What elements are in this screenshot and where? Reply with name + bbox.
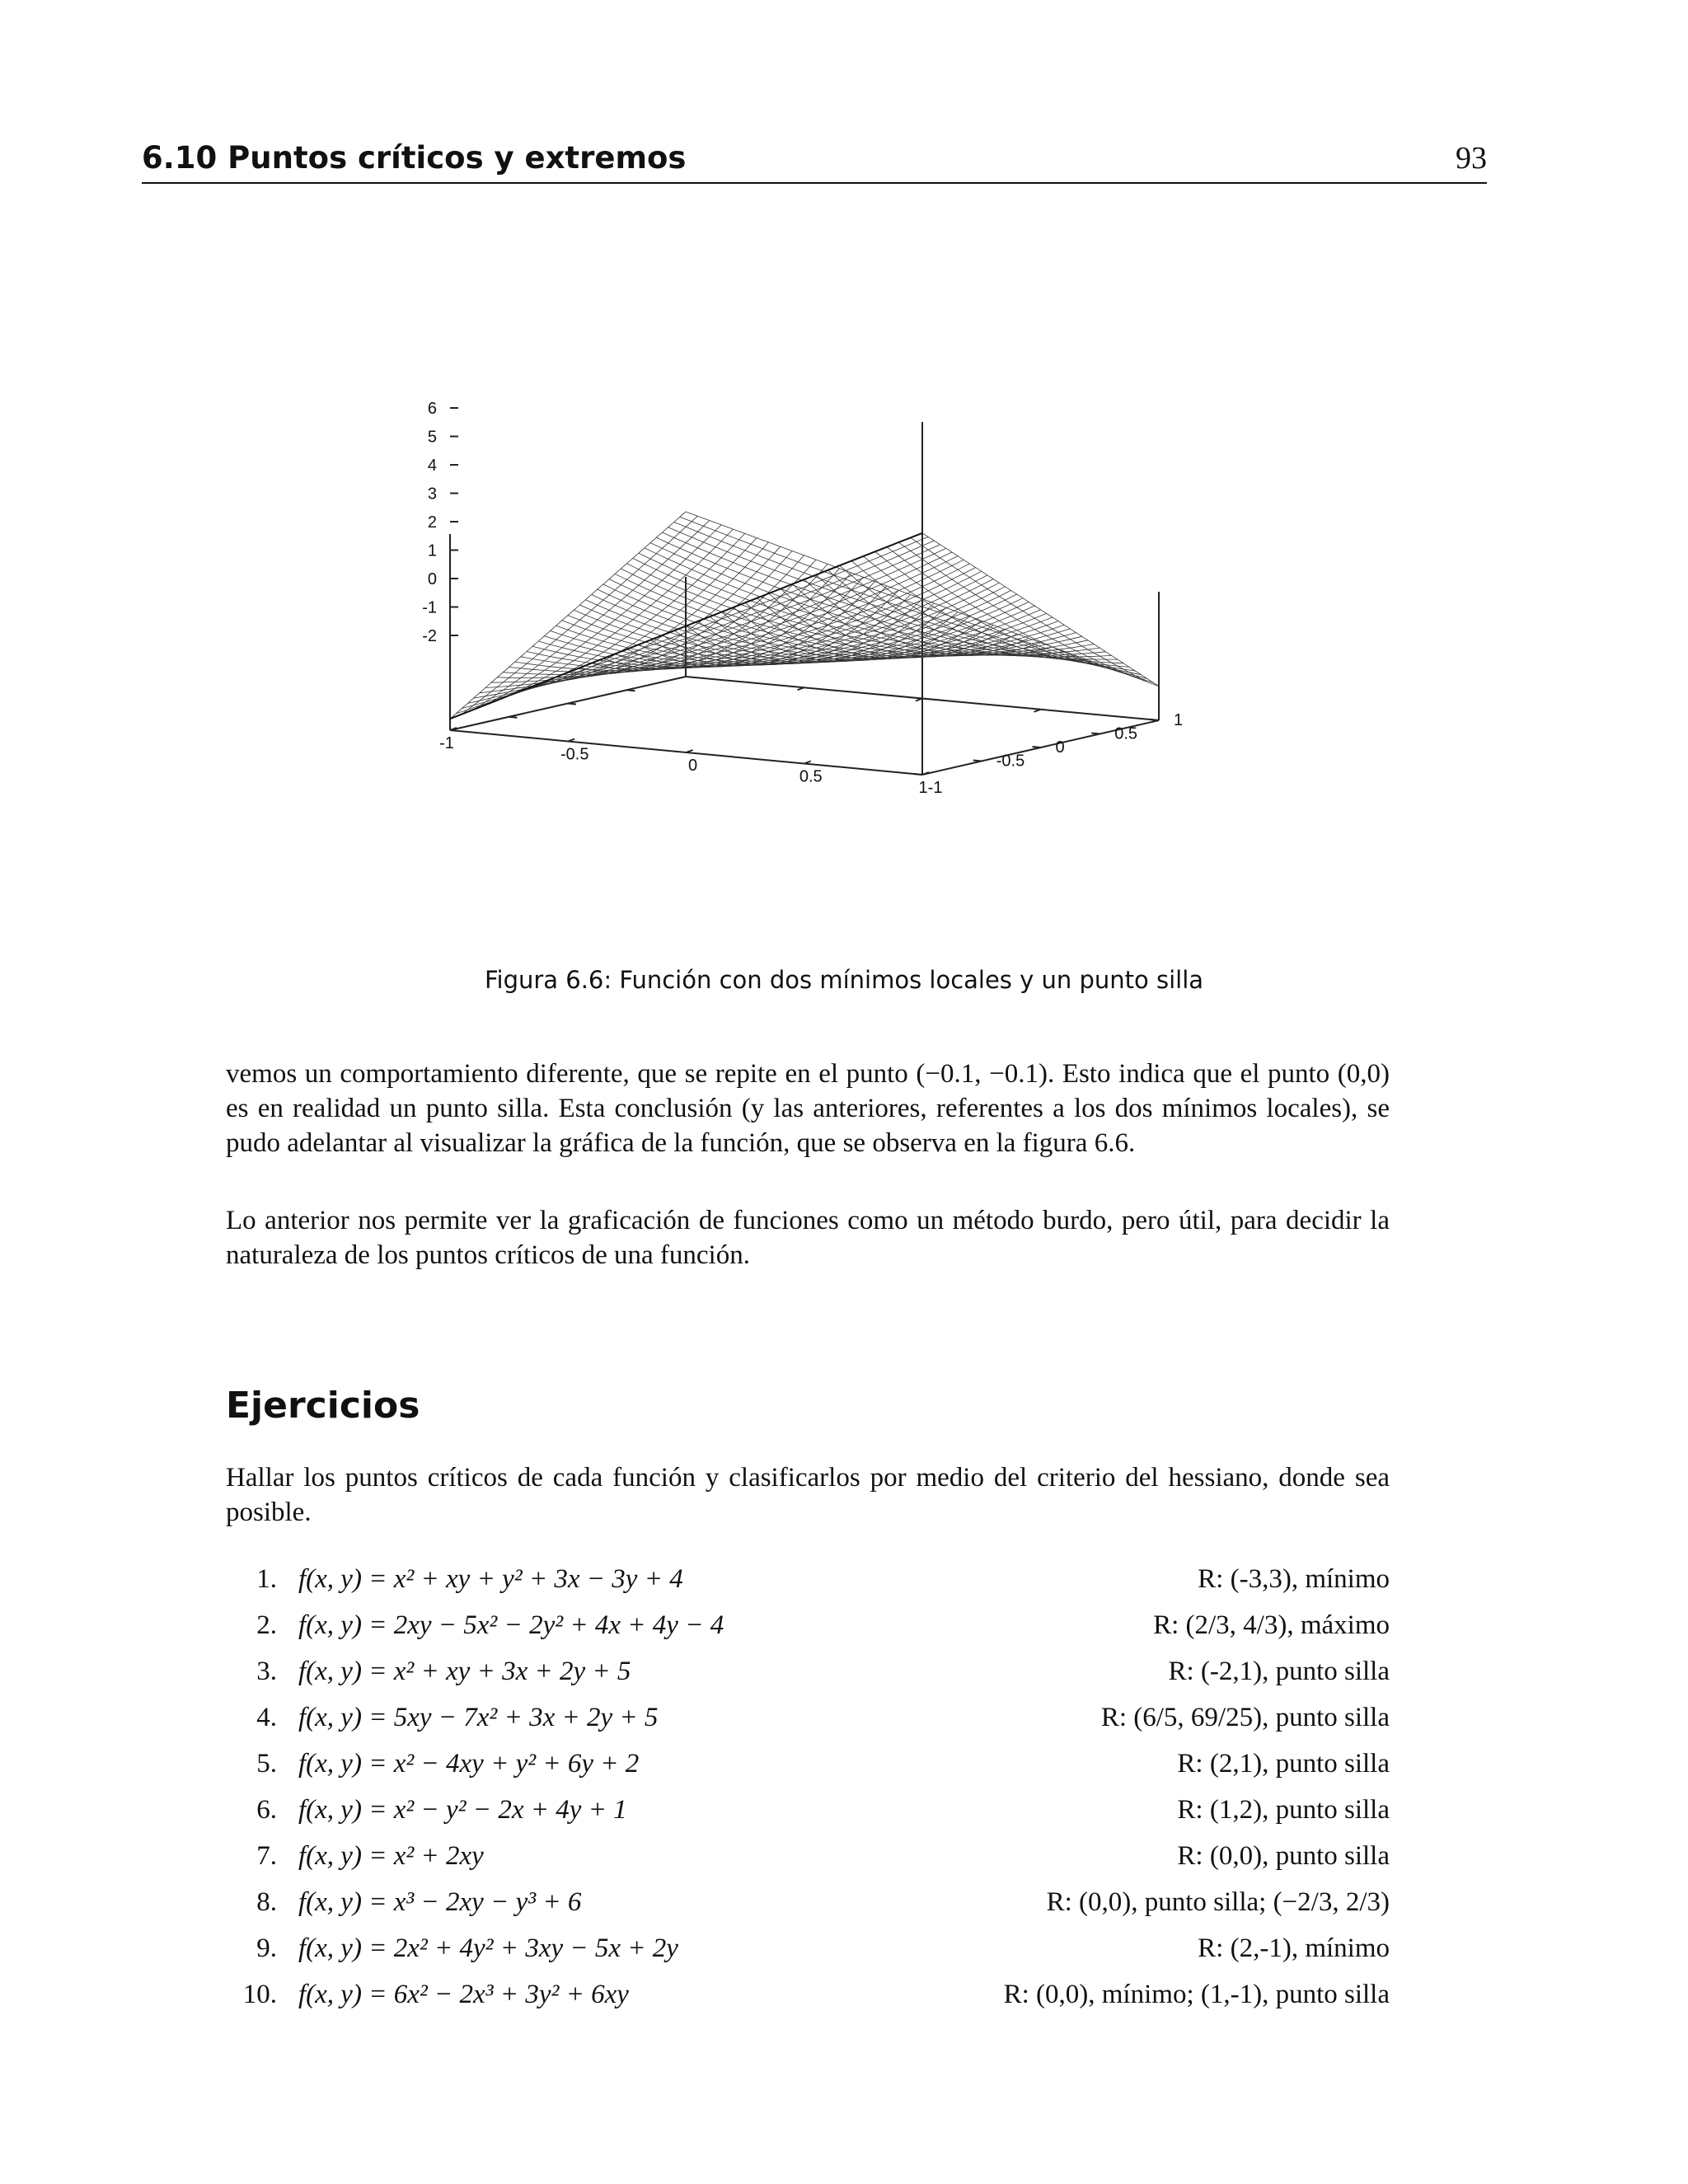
- exercise-item: [226, 1933, 1390, 1980]
- exercise-answer: R: (-2,1), punto silla: [1168, 1657, 1390, 1686]
- page-number: 93: [1456, 141, 1487, 176]
- paragraph-1: vemos un comportamiento diferente, que se repite en el punto (−0.1, −0.1). Esto indica que el punto (0,0) es en realidad un punto silla. Esta conclusión (y las anteriores, referentes a los dos mínimos locales), se pudo adelantar al visualizar la gráfica de la función, que se observa en la figura 6.6.: [226, 1059, 1390, 1158]
- exercise-function: f(x, y) = x² − 4xy + y² + 6y + 2: [298, 1749, 640, 1779]
- exercise-answer: R: (-3,3), mínimo: [1198, 1564, 1390, 1594]
- mesh-line-y: [485, 556, 958, 688]
- mesh-line-x: [851, 561, 1088, 660]
- exercise-function: f(x, y) = 5xy − 7x² + 3x + 2y + 5: [298, 1703, 659, 1732]
- exercise-function: f(x, y) = 2xy − 5x² − 2y² + 4x + 4y − 4: [298, 1610, 724, 1640]
- mesh-line-y: [497, 564, 969, 678]
- exercise-item: [226, 1564, 1390, 1610]
- exercise-function: f(x, y) = 2x² + 4y² + 3xy − 5x + 2y: [298, 1933, 678, 1963]
- x-tick-label: 0: [687, 757, 698, 775]
- x-tick: [687, 750, 693, 752]
- z-tick-label: -1: [422, 598, 437, 617]
- exercise-number: 9.: [256, 1933, 277, 1963]
- x-tick-back: [1034, 710, 1041, 712]
- mesh-line-x: [580, 560, 816, 672]
- surface-plot: [387, 313, 1212, 824]
- z-tick-label: -2: [422, 627, 437, 645]
- exercise-number: 5.: [256, 1749, 277, 1779]
- exercise-function: f(x, y) = x² + xy + 3x + 2y + 5: [298, 1657, 631, 1686]
- section-title: 6.10 Puntos críticos y extremos: [142, 140, 687, 176]
- exercise-function: f(x, y) = x² − y² − 2x + 4y + 1: [298, 1795, 627, 1825]
- exercise-list: [226, 1564, 1390, 2026]
- exercise-item: [226, 1980, 1390, 2026]
- mesh-line-y: [503, 568, 975, 675]
- mesh-line-x: [616, 573, 851, 668]
- exercise-answer: R: (2,1), punto silla: [1177, 1749, 1390, 1779]
- mesh-front-edge: [450, 533, 922, 719]
- exercise-answer: R: (0,0), punto silla: [1177, 1841, 1390, 1871]
- y-tick: [1151, 719, 1159, 720]
- exercise-function: f(x, y) = x² + xy + y² + 3x − 3y + 4: [298, 1564, 683, 1594]
- x-tick: [450, 728, 457, 730]
- running-head: [142, 138, 1487, 188]
- y-tick-back: [627, 690, 635, 691]
- exercise-item: [226, 1795, 1390, 1841]
- plot-box: [450, 422, 1159, 775]
- x-tick-label: 1-1: [918, 779, 943, 797]
- exercise-item: [226, 1657, 1390, 1703]
- exercise-number: 6.: [256, 1795, 277, 1825]
- z-tick-label: 2: [427, 513, 437, 532]
- header-rule: [142, 182, 1487, 184]
- z-tick-label: 0: [427, 570, 437, 588]
- x-tick-back: [916, 699, 922, 701]
- mesh-line-x: [898, 542, 1135, 677]
- y-tick-back: [568, 704, 576, 705]
- y-tick-label: 1: [1174, 711, 1184, 729]
- x-tick: [568, 739, 574, 742]
- exercise-number: 10.: [242, 1980, 277, 2009]
- x-tick-label: -1: [439, 734, 454, 752]
- mesh-line-x: [450, 512, 686, 719]
- x-tick: [804, 762, 811, 764]
- y-tick: [1091, 733, 1100, 734]
- paragraph-2: Lo anterior nos permite ver la graficación de funciones como un método burdo, pero útil, para decidir la naturaleza de los puntos críticos de una función.: [226, 1206, 1390, 1270]
- axis-ticks: [450, 408, 1159, 775]
- y-tick-label: 0: [1055, 738, 1065, 757]
- exercise-answer: R: (6/5, 69/25), punto silla: [1100, 1703, 1390, 1732]
- exercise-answer: R: (2/3, 4/3), máximo: [1153, 1610, 1390, 1640]
- exercise-item: [226, 1841, 1390, 1887]
- exercise-item: [226, 1703, 1390, 1749]
- exercise-item: [226, 1610, 1390, 1657]
- axis-tick-labels: [422, 400, 1183, 797]
- exercises-heading: Ejercicios: [226, 1385, 420, 1427]
- x-tick: [922, 772, 929, 775]
- z-tick-label: 6: [427, 400, 437, 418]
- z-tick-label: 5: [427, 428, 437, 447]
- exercise-function: f(x, y) = x² + 2xy: [298, 1841, 484, 1871]
- exercise-answer: R: (1,2), punto silla: [1177, 1795, 1390, 1825]
- exercise-number: 1.: [256, 1564, 277, 1594]
- mesh-line-x: [462, 516, 697, 714]
- mesh-line-x: [911, 537, 1147, 682]
- z-tick-label: 4: [427, 457, 437, 475]
- x-tick-label: 0.5: [799, 767, 823, 786]
- exercise-item: [226, 1749, 1390, 1795]
- exercise-answer: R: (2,-1), mínimo: [1198, 1933, 1390, 1963]
- mesh-line-x: [781, 588, 1017, 656]
- figure-caption: Figura 6.6: Función con dos mínimos locales y un punto silla: [484, 966, 1204, 994]
- exercise-number: 3.: [256, 1657, 277, 1686]
- exercise-item: [226, 1887, 1390, 1933]
- z-tick-label: 3: [427, 485, 437, 504]
- z-tick-label: 1: [427, 541, 437, 560]
- x-tick-back: [798, 687, 804, 690]
- exercise-number: 4.: [256, 1703, 277, 1732]
- exercise-number: 2.: [256, 1610, 277, 1640]
- x-tick-label: -0.5: [560, 745, 589, 764]
- exercise-number: 7.: [256, 1841, 277, 1871]
- mesh-line-x: [710, 607, 945, 662]
- exercise-number: 8.: [256, 1887, 277, 1917]
- y-tick-label: -0.5: [996, 752, 1025, 771]
- y-tick: [973, 761, 982, 762]
- exercise-function: f(x, y) = 6x² − 2x³ + 3y² + 6xy: [298, 1980, 629, 2009]
- y-tick-label: 0.5: [1114, 724, 1138, 743]
- mesh-line-y: [462, 541, 934, 709]
- mesh-line-x: [497, 529, 733, 701]
- y-tick: [1033, 747, 1041, 748]
- y-tick: [914, 774, 922, 775]
- y-tick-back: [509, 717, 518, 718]
- exercise-function: f(x, y) = x³ − 2xy − y³ + 6: [298, 1887, 582, 1917]
- exercise-answer: R: (0,0), punto silla; (−2/3, 2/3): [1046, 1887, 1390, 1917]
- exercise-answer: R: (0,0), mínimo; (1,-1), punto silla: [1003, 1980, 1390, 2009]
- exercises-intro: Hallar los puntos críticos de cada función y clasificarlos por medio del criterio del hessiano, donde sea posible.: [226, 1463, 1390, 1527]
